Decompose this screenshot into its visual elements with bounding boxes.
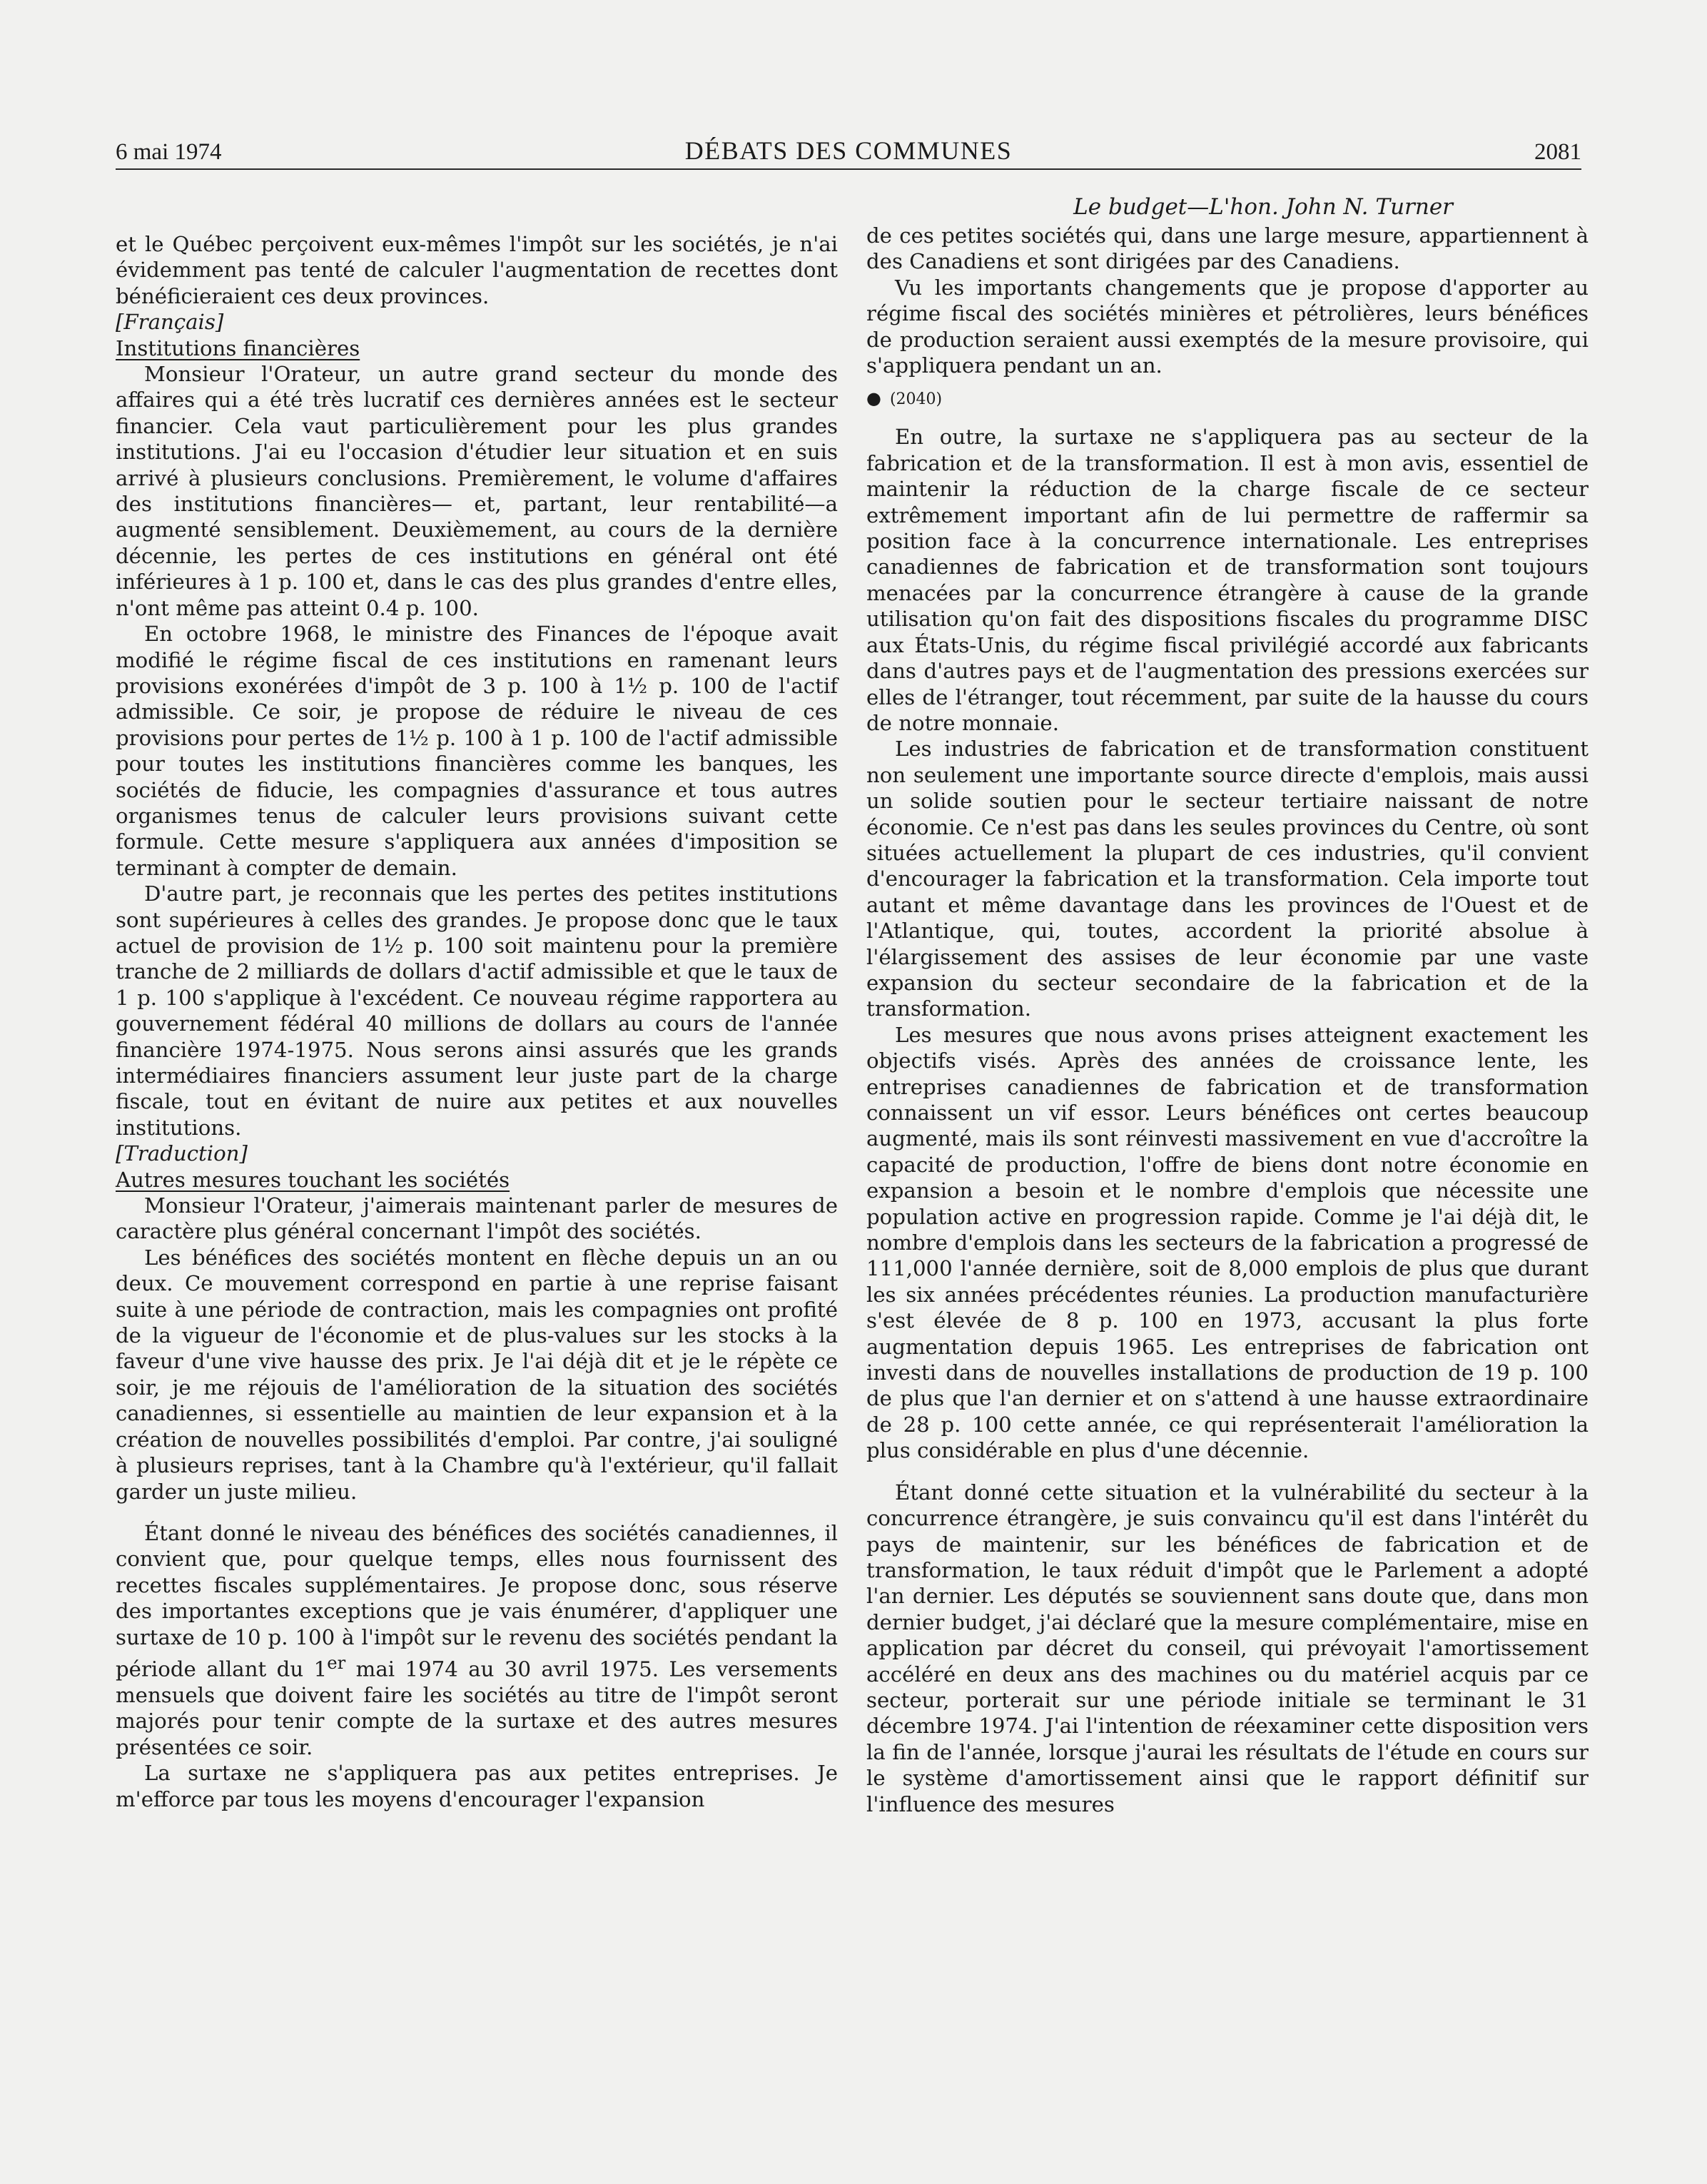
- language-note: [Français]: [116, 310, 224, 335]
- left-column: [116, 191, 838, 1812]
- paragraph: Les industries de fabrication et de transformation constituent non seulement une importante source directe d'emplois, mais aussi un solide soutien pour le secteur tertiaire naissant de notre économie. Ce n'est pas dans les seules provinces du Centre, où sont situées actuellement la plupart de ces industries, qu'il convient d'encourager la fabrication et la transformation. Cela importe tout autant et même davantage dans les provinces de l'Ouest et de l'Atlantique, qui, toutes, accordent la priorité absolue à l'élargissement des assises de leur économie par une vaste expansion du secteur secondaire de la fabrication et de la transformation.: [866, 737, 1589, 1021]
- paragraph: Monsieur l'Orateur, un autre grand secteur du monde des affaires qui a été très lucratif ces dernières années est le secteur financier. Cela vaut particulièrement pour les plus grandes institutions. J'ai eu l'occasion d'étudier leur situation et en suis arrivé à plusieurs conclusions. Premièrement, le volume d'affaires des institutions financières— et, partant, leur rentabilité—a augmenté sensiblement. Deuxièmement, au cours de la dernière décennie, les pertes de ces institutions en général ont été inférieures à 1 p. 100 et, dans le cas des plus grandes d'entre elles, n'ont même pas atteint 0.4 p. 100.: [116, 362, 838, 620]
- page-number: 2081: [1534, 139, 1581, 165]
- bullet-icon: ●: [866, 388, 881, 409]
- paragraph: La surtaxe ne s'appliquera pas aux petites entreprises. Je m'efforce par tous les moyens d'encourager l'expansion: [116, 1761, 838, 1811]
- paragraph: et le Québec perçoivent eux-mêmes l'impôt sur les sociétés, je n'ai évidemment pas tenté de calculer l'augmentation de recettes dont bénéficieraient ces deux provinces.: [116, 232, 838, 308]
- page-header: [116, 136, 1581, 170]
- paragraph: Étant donné cette situation et la vulnérabilité du secteur à la concurrence étrangère, je suis convaincu qu'il est dans l'intérêt du pays de maintenir, sur les bénéfices de fabrication et de transformation, le taux réduit d'impôt que le Parlement a adopté l'an dernier. Les députés se souviennent sans doute que, dans mon dernier budget, j'ai déclaré que la mesure complémentaire, mise en application par décret du conseil, qui prévoyait l'amortissement accéléré en deux ans des machines ou du matériel acquis par ce secteur, porterait sur une période initiale se terminant le 31 décembre 1974. J'ai l'intention de réexaminer cette disposition vers la fin de l'année, lorsque j'aurai les résultats de l'étude en cours sur le système d'amortissement ainsi que le rapport définitif sur l'influence des mesures: [866, 1480, 1589, 1816]
- paragraph: Monsieur l'Orateur, j'aimerais maintenant parler de mesures de caractère plus général concernant l'impôt des sociétés.: [116, 1193, 838, 1244]
- time-marker: ● (2040): [866, 388, 943, 409]
- section-heading: Autres mesures touchant les sociétés: [116, 1167, 510, 1192]
- paragraph: Vu les importants changements que je propose d'apporter au régime fiscal des sociétés minières et pétrolières, leurs bénéfices de production seraient aussi exemptés de la mesure provisoire, qui s'appliquera pendant un an.: [866, 275, 1589, 378]
- paragraph: de ces petites sociétés qui, dans une large mesure, appartiennent à des Canadiens et sont dirigées par des Canadiens.: [866, 223, 1589, 274]
- paragraph: Étant donné le niveau des bénéfices des sociétés canadiennes, il convient que, pour quelque temps, elles nous fournissent des recettes fiscales supplémentaires. Je propose donc, sous réserve des importantes exceptions que je vais énumérer, d'appliquer une surtaxe de 10 p. 100 à l'impôt sur le revenu des sociétés pendant la période allant du 1er mai 1974 au 30 avril 1975. Les versements mensuels que doivent faire les sociétés au titre de l'impôt seront majorés pour tenir compte de la surtaxe et des autres mesures présentées ce soir.: [116, 1520, 838, 1759]
- running-head: Le budget—L'hon. John N. Turner: [1073, 194, 1453, 220]
- paragraph: En octobre 1968, le ministre des Finances de l'époque avait modifié le régime fiscal de ces institutions en ramenant leurs provisions exonérées d'impôt de 3 p. 100 à 1½ p. 100 de l'actif admissible. Ce soir, je propose de réduire le niveau de ces provisions pour pertes de 1½ p. 100 à 1 p. 100 de l'actif admissible pour toutes les institutions financières comme les banques, les sociétés de fiducie, les compagnies d'assurance et tous autres organismes tenus de calculer leurs provisions suivant cette formule. Cette mesure s'appliquera aux années d'imposition se terminant à compter de demain.: [116, 622, 838, 880]
- section-heading: Institutions financières: [116, 335, 360, 360]
- paragraph: Les mesures que nous avons prises atteignent exactement les objectifs visés. Après des années de croissance lente, les entreprises canadiennes de fabrication et de transformation connaissent un vif essor. Leurs bénéfices ont certes beaucoup augmenté, mais ils sont réinvesti massivement en vue d'accroître la capacité de production, l'offre de biens dont notre économie en expansion a besoin et le nombre d'emplois que nécessite une population active en progression rapide. Comme je l'ai déjà dit, le nombre d'emplois dans les secteurs de la fabrication a progressé de 111,000 l'année dernière, soit de 8,000 emplois de plus que durant les six années précédentes réunies. La production manufacturière s'est élevée de 8 p. 100 en 1973, accusant la plus forte augmentation depuis 1965. Les entreprises de fabrication ont investi dans de nouvelles installations de production de 19 p. 100 de plus que l'an dernier et on s'attend à une hausse extraordinaire de 28 p. 100 cette année, ce qui représenterait l'amélioration la plus considérable en plus d'une décennie.: [866, 1022, 1589, 1463]
- paragraph: Les bénéfices des sociétés montent en flèche depuis un an ou deux. Ce mouvement correspond en partie à une reprise faisant suite à une période de contraction, mais les compagnies ont profité de la vigueur de l'économie et de plus-values sur les stocks à la faveur d'une vive hausse des prix. Je l'ai déjà dit et je le répète ce soir, je me réjouis de l'amélioration de la situation des sociétés canadiennes, si essentielle au maintien de leur expansion et à la création de nouvelles possibilités d'emploi. Par contre, j'ai souligné à plusieurs reprises, tant à la Chambre qu'à l'extérieur, qu'il fallait garder un juste milieu.: [116, 1245, 838, 1504]
- header-date: 6 mai 1974: [116, 139, 222, 165]
- language-note: [Traduction]: [116, 1141, 248, 1166]
- paragraph: En outre, la surtaxe ne s'appliquera pas au secteur de la fabrication et de la transformation. Il est à mon avis, essentiel de maintenir la réduction de la charge fiscale de ce secteur extrêmement important afin de lui permettre de raffermir sa position face à la concurrence internationale. Les entreprises canadiennes de fabrication et de transformation sont toujours menacées par la concurrence étrangère à cause de la grande utilisation qu'on fait des dispositions fiscales du programme DISC aux États-Unis, du régime fiscal privilégié accordé aux fabricants dans d'autres pays et de l'augmentation des pressions exercées sur elles de l'étranger, tout récemment, par suite de la hausse du cours de notre monnaie.: [866, 425, 1589, 735]
- header-title: DÉBATS DES COMMUNES: [684, 136, 1013, 165]
- right-column: [866, 191, 1589, 1817]
- paragraph: D'autre part, je reconnais que les pertes des petites institutions sont supérieures à celles des grandes. Je propose donc que le taux actuel de provision de 1½ p. 100 soit maintenu pour la première tranche de 2 milliards de dollars d'actif admissible et que le taux de 1 p. 100 s'applique à l'excédent. Ce nouveau régime rapportera au gouvernement fédéral 40 millions de dollars au cours de l'année financière 1974-1975. Nous serons ainsi assurés que les grands intermédiaires financiers assument leur juste part de la charge fiscale, tout en évitant de nuire aux petites et aux nouvelles institutions.: [116, 881, 838, 1140]
